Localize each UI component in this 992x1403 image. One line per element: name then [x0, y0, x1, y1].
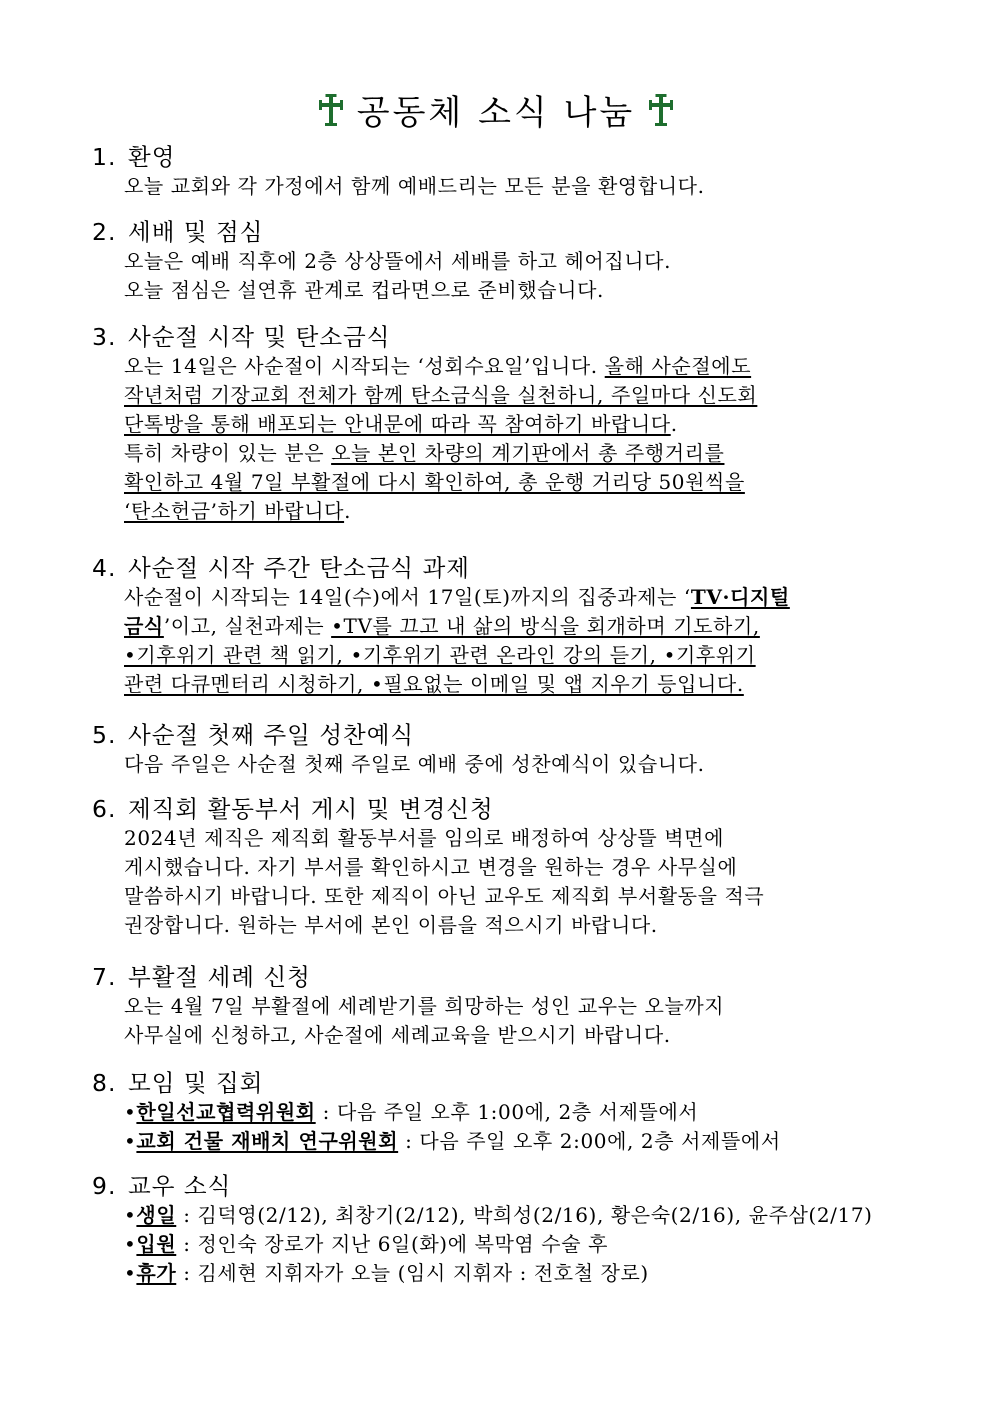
cross-icon: [649, 90, 673, 140]
list-item: •한일선교협력위원회 : 다음 주일 오후 1:00에, 2층 서제뜰에서: [124, 1100, 699, 1124]
section-heading: 5. 사순절 첫째 주일 성찬예식: [92, 721, 415, 749]
section-heading: 8. 모임 및 집회: [92, 1069, 264, 1097]
page-title-row: [0, 88, 992, 140]
list-item: •입원 : 정인숙 장로가 지난 6일(화)에 복막염 수술 후: [124, 1232, 609, 1256]
section-body: 오늘은 예배 직후에 2층 상상뜰에서 세배를 하고 헤어집니다. 오늘 점심은 설연휴 관계로 컵라면으로 준비했습니다.: [124, 249, 672, 302]
section-body: [124, 1201, 899, 1288]
section-member-news: [92, 1171, 902, 1288]
section-body: 다음 주일은 사순절 첫째 주일로 예배 중에 성찬예식이 있습니다.: [124, 752, 705, 776]
section-deacon-departments: [92, 794, 902, 940]
list-item: •휴가 : 김세현 지휘자가 오늘 (임시 지휘자 : 전호철 장로): [124, 1261, 649, 1285]
page-title: 공동체 소식 나눔: [356, 93, 636, 133]
section-communion: [92, 720, 902, 779]
section-body: 오는 4월 7일 부활절에 세례받기를 희망하는 성인 교우는 오늘까지 사무실에 신청하고, 사순절에 세례교육을 받으시기 바랍니다.: [124, 994, 725, 1047]
section-body: 오는 14일은 사순절이 시작되는 ‘성회수요일’입니다. 올해 사순절에도 작년처럼 기장교회 전체가 함께 탄소금식을 실천하니, 주일마다 신도회 단톡방을 통해 배포되는 안내문에 따라 꼭 참여하기 바랍니다. 특히 차량이 있는 분은 오늘 본인 차량의 계기판에서 총 주행거리를 확인하고 4월 7일 부활절에 다시 확인하여, 총 운행 거리당 50원씩을 ‘탄소헌금’하기 바랍니다.: [124, 354, 758, 523]
section-heading: 4. 사순절 시작 주간 탄소금식 과제: [92, 554, 470, 582]
list-item: •생일 : 김덕영(2/12), 최창기(2/12), 박희성(2/16), 황은숙(2/16), 윤주삼(2/17): [124, 1203, 873, 1227]
cross-icon: [319, 90, 343, 140]
section-heading: 9. 교우 소식: [92, 1172, 232, 1200]
section-heading: 1. 환영: [92, 143, 176, 171]
section-heading: 7. 부활절 세례 신청: [92, 963, 311, 991]
section-heading: 6. 제직회 활동부서 게시 및 변경신청: [92, 795, 494, 823]
section-easter-baptism: [92, 962, 902, 1050]
section-lent-carbon-fast: [92, 322, 902, 526]
section-body: 사순절이 시작되는 14일(수)에서 17일(토)까지의 집중과제는 ‘TV·디지털 금식’이고, 실천과제는 •TV를 끄고 내 삶의 방식을 회개하며 기도하기, •기후위기 관련 책 읽기, •기후위기 관련 온라인 강의 듣기, •기후위기 관련 다큐멘터리 시청하기, •필요없는 이메일 및 앱 지우기 등입니다.: [124, 585, 790, 696]
section-body: 2024년 제직은 제직회 활동부서를 임의로 배정하여 상상뜰 벽면에 게시했습니다. 자기 부서를 확인하시고 변경을 원하는 경우 사무실에 말씀하시기 바랍니다. 또한 제직이 아닌 교우도 제직회 부서활동을 적극 권장합니다. 원하는 부서에 본인 이름을 적으시기 바랍니다.: [124, 826, 765, 937]
list-item: •교회 건물 재배치 연구위원회 : 다음 주일 오후 2:00에, 2층 서제뜰에서: [124, 1129, 781, 1153]
section-welcome: [92, 142, 902, 201]
section-new-year-greeting-lunch: [92, 217, 902, 305]
section-body: 오늘 교회와 각 가정에서 함께 예배드리는 모든 분을 환영합니다.: [124, 174, 705, 198]
section-heading: 2. 세배 및 점심: [92, 218, 264, 246]
section-heading: 3. 사순절 시작 및 탄소금식: [92, 323, 391, 351]
section-meetings: [92, 1068, 902, 1156]
section-body: [124, 1098, 899, 1156]
section-lent-week-tasks: [92, 553, 902, 699]
